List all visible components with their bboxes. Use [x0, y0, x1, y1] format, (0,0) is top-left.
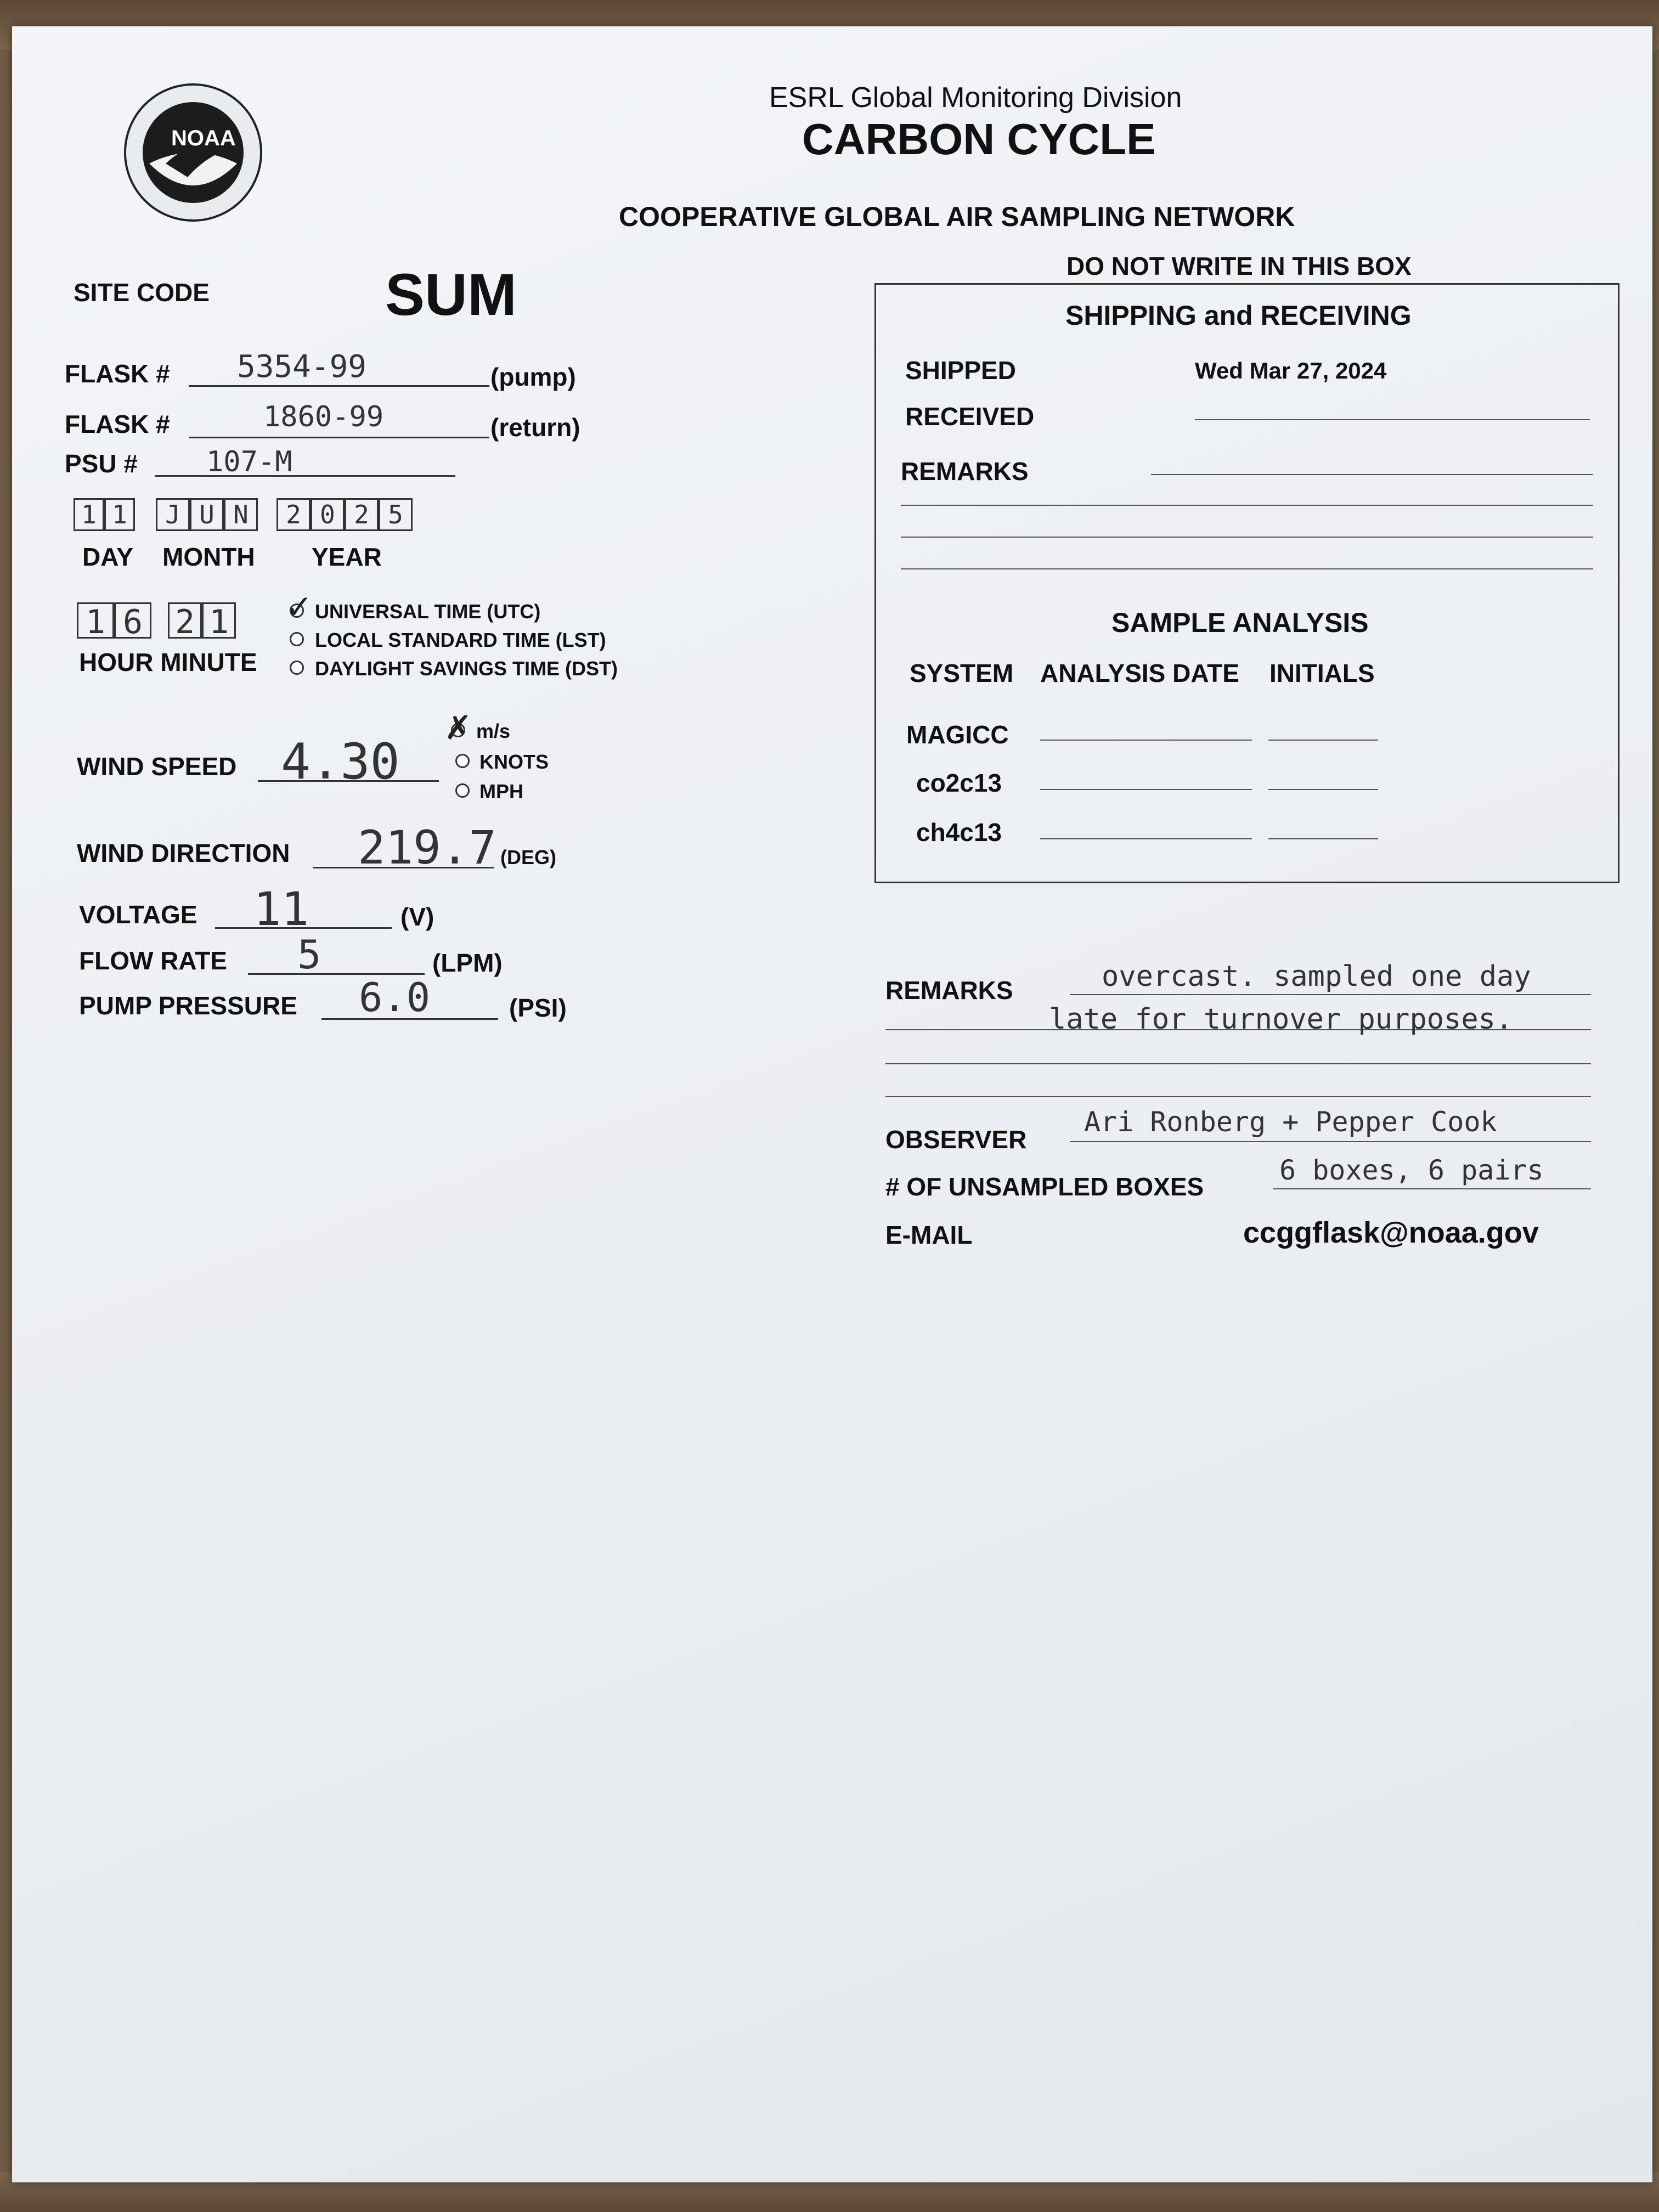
email-label: E-MAIL [885, 1221, 973, 1249]
month-letter-3[interactable]: N [224, 498, 258, 531]
hour-digit-2[interactable]: 6 [114, 602, 151, 639]
office-box-notice: DO NOT WRITE IN THIS BOX [1066, 252, 1412, 280]
ch4c13-initials-line [1268, 838, 1378, 839]
network-title: COOPERATIVE GLOBAL AIR SAMPLING NETWORK [619, 201, 1295, 232]
wind-direction-label: WIND DIRECTION [77, 839, 290, 867]
flask-return-suffix: (return) [490, 413, 580, 442]
shipped-label: SHIPPED [905, 356, 1016, 385]
year-digit-4[interactable]: 5 [379, 498, 413, 531]
hour-minute-label: HOUR MINUTE [79, 648, 257, 676]
ms-unit-label: m/s [476, 720, 511, 742]
magicc-date-line [1040, 740, 1252, 741]
site-code-value: SUM [385, 261, 517, 328]
sampling-form-sheet [12, 26, 1652, 2182]
minute-digit-2[interactable]: 1 [202, 602, 236, 639]
remarks-text-line-1[interactable]: overcast. sampled one day [1102, 960, 1531, 993]
magicc-initials-line [1268, 740, 1378, 741]
year-digit-2[interactable]: 0 [311, 498, 345, 531]
observer-value[interactable]: Ari Ronberg + Pepper Cook [1084, 1106, 1497, 1138]
unsampled-boxes-line [1273, 1188, 1591, 1189]
month-label: MONTH [162, 543, 255, 571]
flask-pump-suffix: (pump) [490, 363, 576, 391]
knots-radio[interactable] [455, 754, 470, 768]
flow-rate-unit: (LPM) [432, 949, 503, 977]
pump-pressure-unit: (PSI) [509, 994, 567, 1022]
flask-return-line [189, 437, 489, 438]
box-remarks-label: REMARKS [901, 457, 1029, 486]
mph-unit-label: MPH [479, 780, 523, 803]
dst-radio[interactable] [290, 661, 304, 675]
minute-digit-1[interactable]: 2 [168, 602, 202, 639]
system-co2c13: co2c13 [916, 769, 1002, 797]
ch4c13-date-line [1040, 838, 1252, 839]
remarks-label: REMARKS [885, 976, 1013, 1005]
flask-pump-line [189, 385, 489, 387]
flask-pump-value[interactable]: 5354-99 [237, 349, 367, 385]
pump-pressure-value[interactable]: 6.0 [359, 974, 431, 1020]
noaa-logo-text: NOAA [171, 126, 236, 150]
co2c13-initials-line [1268, 789, 1378, 790]
flask-pump-label: FLASK # [65, 359, 170, 388]
remarks-text-line-2[interactable]: late for turnover purposes. [1049, 1003, 1513, 1036]
year-label: YEAR [312, 543, 382, 571]
remarks-line-4 [885, 1096, 1591, 1097]
form-title: CARBON CYCLE [802, 115, 1156, 163]
observer-line [1070, 1141, 1591, 1142]
wind-direction-unit: (DEG) [500, 846, 556, 868]
month-letter-1[interactable]: J [156, 498, 190, 531]
voltage-label: VOLTAGE [79, 900, 198, 929]
email-value: ccggflask@noaa.gov [1243, 1216, 1539, 1249]
box-remarks-line-4 [901, 568, 1593, 569]
box-remarks-line-1 [1151, 474, 1593, 475]
pump-pressure-label: PUMP PRESSURE [79, 991, 297, 1020]
flow-rate-value[interactable]: 5 [297, 932, 321, 978]
psu-label: PSU # [65, 449, 138, 478]
unsampled-boxes-value[interactable]: 6 boxes, 6 pairs [1279, 1154, 1544, 1186]
mph-radio[interactable] [455, 783, 470, 798]
psu-value[interactable]: 107-M [206, 445, 292, 478]
observer-label: OBSERVER [885, 1125, 1027, 1154]
year-digit-3[interactable]: 2 [345, 498, 379, 531]
voltage-value[interactable]: 11 [253, 882, 309, 936]
noaa-logo [122, 81, 264, 224]
system-magicc: MAGICC [906, 720, 1009, 749]
flask-return-value[interactable]: 1860-99 [263, 400, 384, 433]
flask-return-label: FLASK # [65, 410, 170, 438]
day-label: DAY [82, 543, 133, 571]
wind-direction-value[interactable]: 219.7 [358, 821, 496, 874]
system-ch4c13: ch4c13 [916, 818, 1002, 847]
box-remarks-line-3 [901, 537, 1593, 538]
lst-option-label: LOCAL STANDARD TIME (LST) [315, 629, 606, 651]
flow-rate-label: FLOW RATE [79, 946, 227, 975]
remarks-line-1 [1070, 994, 1591, 995]
system-column-header: SYSTEM [910, 659, 1014, 687]
day-digit-1[interactable]: 1 [74, 498, 104, 531]
year-digit-1[interactable]: 2 [276, 498, 311, 531]
analysis-date-column-header: ANALYSIS DATE [1040, 659, 1239, 687]
received-line [1195, 419, 1590, 420]
wind-speed-value[interactable]: 4.30 [281, 733, 400, 791]
co2c13-date-line [1040, 789, 1252, 790]
lst-radio[interactable] [290, 632, 304, 646]
dst-option-label: DAYLIGHT SAVINGS TIME (DST) [315, 657, 618, 680]
sample-analysis-title: SAMPLE ANALYSIS [1111, 607, 1369, 638]
knots-unit-label: KNOTS [479, 751, 549, 773]
voltage-unit: (V) [400, 902, 435, 931]
hour-digit-1[interactable]: 1 [77, 602, 114, 639]
division-name: ESRL Global Monitoring Division [769, 82, 1182, 114]
wind-speed-label: WIND SPEED [77, 752, 237, 781]
box-remarks-line-2 [901, 505, 1593, 506]
utc-check-mark: ✓ [285, 589, 313, 625]
remarks-line-3 [885, 1063, 1591, 1064]
psu-line [155, 475, 455, 477]
month-letter-2[interactable]: U [190, 498, 224, 531]
initials-column-header: INITIALS [1269, 659, 1375, 687]
shipping-receiving-title: SHIPPING and RECEIVING [1065, 300, 1412, 331]
utc-option-label: UNIVERSAL TIME (UTC) [315, 600, 541, 623]
received-label: RECEIVED [905, 402, 1035, 431]
site-code-label: SITE CODE [74, 278, 210, 307]
ms-cross-mark: ✗ [444, 709, 472, 746]
unsampled-boxes-label: # OF UNSAMPLED BOXES [885, 1172, 1204, 1201]
shipped-date: Wed Mar 27, 2024 [1195, 358, 1387, 383]
day-digit-2[interactable]: 1 [104, 498, 135, 531]
